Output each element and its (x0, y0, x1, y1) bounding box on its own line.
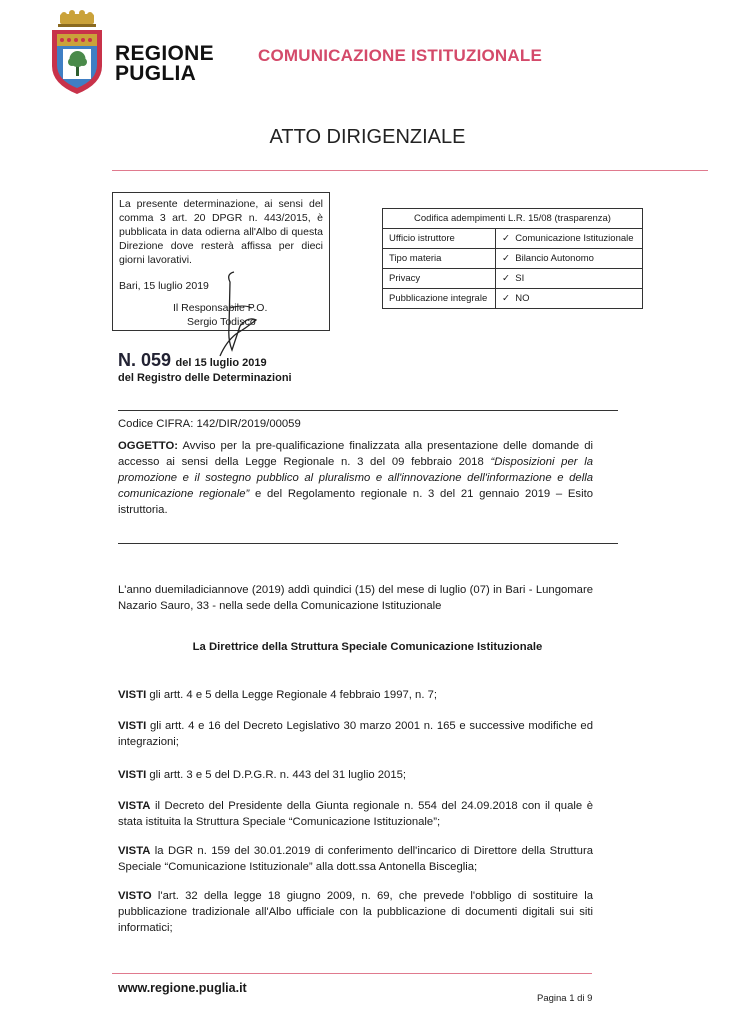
clause-paragraph: VISTI gli artt. 4 e 16 del Decreto Legislativo 30 marzo 2001 n. 165 e successive modifiche ed integrazioni; (118, 720, 593, 748)
clause-paragraph: VISTO l'art. 32 della legge 18 giugno 2009, n. 69, che prevede l'obbligo di sostituire la pubblicazione tradizionale all'Albo ufficiale con la pubblicazione di documenti digitali sui siti informatici; (118, 890, 593, 934)
table-row (383, 209, 643, 229)
table-cell-value: ✓ SI (496, 269, 643, 289)
responsible-title: Il Responsabile P.O. (173, 302, 268, 314)
table-cell-value: ✓ Bilancio Autonomo (496, 249, 643, 269)
table-cell-value: ✓ Comunicazione Istituzionale (496, 229, 643, 249)
director-heading: La Direttrice della Struttura Speciale Comunicazione Istituzionale (192, 641, 543, 653)
table-cell-label: Privacy (383, 269, 496, 289)
subject-paragraph: OGGETTO: Avviso per la pre-qualificazione finalizzata alla presentazione delle domande di accesso ai sensi della Legge Regionale n. 3 del 09 febbraio 2018 “Disposizioni per la promozione e il sostegno pubblico al pluralismo e all'innovazione dell'informazione e della comunicazione regionale” e del Regolamento regionale n. 3 del 21 gennaio 2019 – Esito istruttoria. (118, 440, 594, 516)
check-icon: ✓ (502, 293, 510, 304)
header-divider (112, 170, 708, 171)
table-cell-value: ✓ NO (496, 289, 643, 309)
clause-paragraph: VISTI gli artt. 4 e 5 della Legge Regionale 4 febbraio 1997, n. 7; (118, 689, 438, 701)
regione-puglia-crest-icon (48, 10, 106, 96)
check-icon: ✓ (502, 273, 510, 284)
subject-label: OGGETTO: (118, 440, 179, 452)
table-cell-label: Pubblicazione integrale (383, 289, 496, 309)
clause-paragraph: VISTI gli artt. 3 e 5 del D.P.G.R. n. 443 del 31 luglio 2015; (118, 769, 407, 781)
section-divider (118, 410, 618, 411)
clause-paragraph: VISTA il Decreto del Presidente della Giunta regionale n. 554 del 24.09.2018 con il quale è stata istituita la Struttura Speciale “Comunicazione Istituzionale”; (118, 800, 593, 828)
table-cell-label: Tipo materia (383, 249, 496, 269)
table-row (383, 229, 643, 249)
brand-name (115, 44, 214, 84)
publication-date: Bari, 15 luglio 2019 (119, 280, 209, 292)
determination-date: del 15 luglio 2019 (175, 357, 267, 369)
check-icon: ✓ (502, 233, 510, 244)
publication-notice-text: La presente determinazione, ai sensi del comma 3 art. 20 DPGR n. 443/2015, è pubblicata in data odierna all'Albo di questa Direzione dove resterà affissa per dieci giorni lavorativi. (119, 198, 323, 266)
signature-icon (196, 268, 276, 358)
brand-line-1: REGIONE (115, 42, 214, 65)
transparency-code-table (382, 208, 643, 309)
brand-line-2: PUGLIA (115, 62, 197, 85)
determination-number (118, 350, 267, 371)
table-row (383, 269, 643, 289)
table-cell-label: Ufficio istruttore (383, 229, 496, 249)
page-number: Pagina 1 di 9 (537, 993, 593, 1004)
section-divider (118, 543, 618, 544)
clause-paragraph: VISTA la DGR n. 159 del 30.01.2019 di conferimento dell'incarico di Direttore della Struttura Speciale “Comunicazione Istituzionale” alla dott.ssa Antonella Bisceglia; (118, 845, 593, 873)
table-row (383, 249, 643, 269)
document-type-title: ATTO DIRIGENZIALE (269, 126, 466, 148)
check-icon: ✓ (502, 253, 510, 264)
footer-website-link[interactable]: www.regione.puglia.it (118, 981, 247, 995)
responsible-name: Sergio Todisco (187, 316, 256, 328)
intro-paragraph: L'anno duemiladiciannove (2019) addì quindici (15) del mese di luglio (07) in Bari - Lungomare Nazario Sauro, 33 - nella sede della Comunicazione Istituzionale (118, 584, 593, 612)
table-row (383, 289, 643, 309)
determination-register: del Registro delle Determinazioni (118, 372, 292, 384)
footer-divider (112, 973, 592, 974)
table-header: Codifica adempimenti L.R. 15/08 (trasparenza) (383, 209, 643, 229)
code-cifra: Codice CIFRA: 142/DIR/2019/00059 (118, 418, 301, 430)
determination-number-value: N. 059 (118, 350, 172, 370)
department-title: COMUNICAZIONE ISTITUZIONALE (258, 46, 542, 65)
